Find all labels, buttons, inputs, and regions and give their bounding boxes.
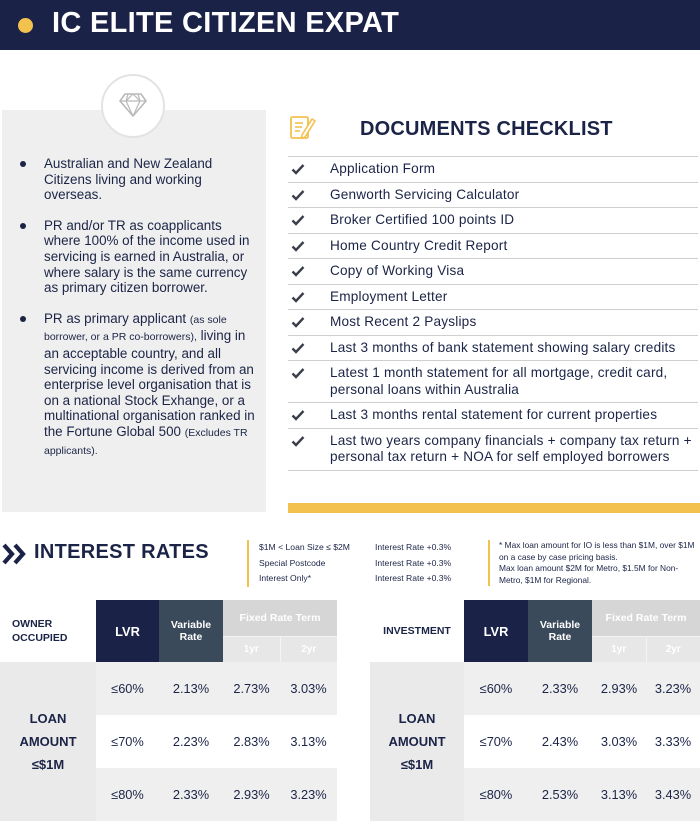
term-1yr-header: 1yr — [592, 636, 646, 662]
fixed-2yr-cell: 3.23% — [280, 768, 337, 821]
loan-amount-text: LOAN AMOUNT ≤$1M — [19, 711, 77, 772]
checkmark-icon — [291, 409, 305, 421]
loading-row — [259, 556, 479, 572]
loading-value: Interest Rate +0.3% — [375, 573, 452, 583]
eligibility-list — [20, 156, 255, 474]
checklist-accent-bar — [288, 503, 700, 513]
owner-occupied-rate-table — [0, 600, 337, 821]
loan-amount-text: LOAN AMOUNT ≤$1M — [388, 711, 446, 772]
checkmark-icon — [291, 265, 305, 277]
checklist-item — [288, 259, 698, 285]
lvr-cell: ≤80% — [464, 768, 528, 821]
bullet-dot — [20, 161, 26, 167]
checklist-item — [288, 429, 698, 471]
diamond-icon-badge — [101, 74, 165, 138]
table-category: OWNER OCCUPIED — [12, 618, 68, 644]
checkmark-icon — [291, 291, 305, 303]
checklist-item-text: Employment Letter — [330, 288, 448, 304]
loan-amount-label — [370, 662, 464, 821]
checklist-item — [288, 183, 698, 209]
variable-rate-header: Variable Rate — [159, 600, 223, 662]
fixed-2yr-cell: 3.03% — [280, 662, 337, 715]
documents-title: DOCUMENTS CHECKLIST — [360, 118, 613, 140]
checkmark-icon — [291, 189, 305, 201]
checkmark-icon — [291, 435, 305, 447]
loading-value: Interest Rate +0.3% — [375, 557, 452, 568]
fixed-1yr-cell: 3.03% — [592, 715, 646, 768]
eligibility-item — [20, 311, 255, 459]
rate-note: * Max loan amount for IO is less than $1M, over $1M on a case by case pricing basis. — [499, 540, 695, 562]
rate-note: Max loan amount $2M for Metro, $1.5M for Non-Metro, $1M for Regional. — [499, 563, 679, 585]
checklist-item-text: Last 3 months of bank statement showing salary credits — [330, 339, 676, 355]
fixed-2yr-cell: 3.43% — [646, 768, 700, 821]
table-category: INVESTMENT — [383, 625, 451, 637]
checklist-pencil-icon — [288, 113, 316, 141]
checklist-item — [288, 157, 698, 183]
lvr-cell: ≤60% — [464, 662, 528, 715]
checkmark-icon — [291, 342, 305, 354]
page-title: IC ELITE CITIZEN EXPAT — [52, 7, 400, 39]
loan-amount-label — [0, 662, 96, 821]
eligibility-text: PR as primary applicant — [44, 310, 187, 326]
checklist-item-text: Home Country Credit Report — [330, 237, 508, 253]
checklist-item — [288, 208, 698, 234]
checklist-item-text: Genworth Servicing Calculator — [330, 186, 520, 202]
checklist-item — [288, 361, 698, 403]
loading-label: $1M < Loan Size ≤ $2M — [259, 542, 350, 552]
eligibility-note: (Excludes TR applicants). — [44, 426, 248, 457]
eligibility-item — [20, 218, 255, 296]
checkmark-icon — [291, 240, 305, 252]
rate-loadings — [247, 540, 479, 587]
lvr-cell: ≤70% — [464, 715, 528, 768]
lvr-cell: ≤80% — [96, 768, 159, 821]
fixed-1yr-cell: 2.83% — [223, 715, 280, 768]
checklist-item-text: Application Form — [330, 161, 436, 176]
eligibility-text: PR and/or TR as coapplicants where 100% of the income used in servicing is earned in Australia, or where salary is the same currency as primary citizen borrower. — [44, 217, 250, 296]
variable-rate-cell: 2.43% — [528, 715, 592, 768]
bullet-dot — [20, 316, 26, 322]
variable-rate-cell: 2.53% — [528, 768, 592, 821]
variable-rate-header: Variable Rate — [528, 600, 592, 662]
checkmark-icon — [291, 163, 305, 175]
rate-notes — [488, 540, 700, 586]
fixed-1yr-cell: 2.93% — [223, 768, 280, 821]
diamond-icon — [119, 92, 147, 118]
checklist-item — [288, 310, 698, 336]
variable-rate-cell: 2.33% — [159, 768, 223, 821]
lvr-header: LVR — [96, 600, 159, 662]
loading-label: Special Postcode — [259, 557, 326, 568]
checklist-item — [288, 285, 698, 311]
lvr-cell: ≤70% — [96, 715, 159, 768]
checklist-item-text: Last two years company financials + company tax return + personal tax return + NOA for self employed borrowers — [330, 432, 692, 464]
term-1yr-header: 1yr — [223, 636, 280, 662]
investment-rate-table — [370, 600, 700, 821]
eligibility-text: living in an acceptable country, and all servicing income is derived from an enterprise level organisation that is on a national Stock Exhange, or a multinational organisation ranked in the Fortune Global 500 — [44, 328, 255, 439]
eligibility-item — [20, 156, 255, 203]
lvr-cell: ≤60% — [96, 662, 159, 715]
loading-row — [259, 540, 479, 556]
eligibility-note: (as sole borrower, or a PR co-borrowers), — [44, 313, 227, 344]
fixed-1yr-cell: 2.93% — [592, 662, 646, 715]
header-dot — [18, 18, 33, 33]
loading-value: Interest Rate +0.3% — [375, 542, 452, 552]
variable-rate-cell: 2.33% — [528, 662, 592, 715]
checkmark-icon — [291, 316, 305, 328]
interest-rates-title: INTEREST RATES — [34, 541, 209, 563]
fixed-1yr-cell: 2.73% — [223, 662, 280, 715]
checklist-item — [288, 403, 698, 429]
term-2yr-header: 2yr — [646, 636, 700, 662]
page-header — [0, 0, 700, 50]
fixed-2yr-cell: 3.23% — [646, 662, 700, 715]
documents-checklist — [288, 156, 698, 471]
checklist-item-text: Broker Certified 100 points ID — [330, 212, 515, 227]
term-2yr-header: 2yr — [280, 636, 337, 662]
checklist-item — [288, 234, 698, 260]
fixed-1yr-cell: 3.13% — [592, 768, 646, 821]
loading-row — [259, 571, 479, 587]
variable-rate-cell: 2.13% — [159, 662, 223, 715]
fixed-2yr-cell: 3.33% — [646, 715, 700, 768]
lvr-header: LVR — [464, 600, 528, 662]
checklist-item — [288, 336, 698, 362]
checklist-item-text: Last 3 months rental statement for current properties — [330, 407, 658, 422]
bullet-dot — [20, 223, 26, 229]
checklist-item-text: Most Recent 2 Payslips — [330, 314, 477, 329]
double-chevron-icon — [2, 542, 28, 566]
variable-rate-cell: 2.23% — [159, 715, 223, 768]
eligibility-text: Australian and New Zealand Citizens living and working overseas. — [44, 156, 213, 203]
checkmark-icon — [291, 214, 305, 226]
checklist-item-text: Copy of Working Visa — [330, 263, 465, 278]
checkmark-icon — [291, 367, 305, 379]
loading-label: Interest Only* — [259, 573, 312, 583]
fixed-rate-term-header: Fixed Rate Term — [592, 600, 700, 636]
fixed-2yr-cell: 3.13% — [280, 715, 337, 768]
checklist-item-text: Latest 1 month statement for all mortgage, credit card, personal loans within Australia — [330, 365, 668, 397]
fixed-rate-term-header: Fixed Rate Term — [223, 600, 337, 636]
